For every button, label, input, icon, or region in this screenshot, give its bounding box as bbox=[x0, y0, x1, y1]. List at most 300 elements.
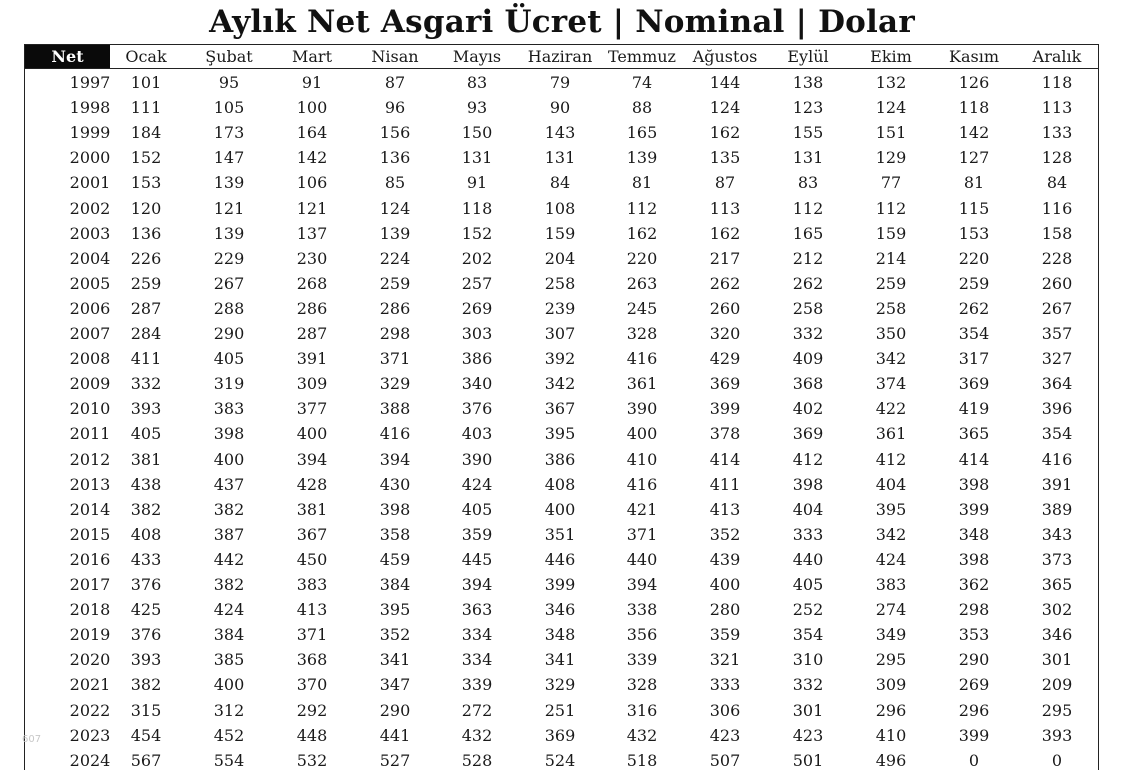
value-cell: 286 bbox=[379, 298, 411, 318]
value-cell: 310 bbox=[792, 650, 824, 670]
value-cell: 404 bbox=[875, 474, 907, 494]
year-cell: 2008 bbox=[69, 349, 111, 369]
value-cell: 412 bbox=[792, 449, 824, 469]
value-cell: 267 bbox=[1041, 298, 1073, 318]
value-cell: 132 bbox=[875, 73, 907, 92]
value-cell: 400 bbox=[626, 424, 658, 444]
year-cell: 2020 bbox=[69, 650, 111, 670]
table-row bbox=[24, 748, 1099, 773]
value-cell: 159 bbox=[544, 223, 576, 243]
year-cell: 2017 bbox=[69, 575, 111, 594]
value-cell: 0 bbox=[968, 750, 980, 770]
value-cell: 150 bbox=[461, 123, 493, 143]
value-cell: 257 bbox=[461, 273, 493, 293]
value-cell: 306 bbox=[709, 700, 741, 720]
value-cell: 142 bbox=[296, 148, 328, 168]
month-header-5: Haziran bbox=[527, 47, 593, 66]
value-cell: 404 bbox=[792, 499, 824, 519]
value-cell: 204 bbox=[544, 248, 576, 268]
value-cell: 162 bbox=[709, 123, 741, 143]
value-cell: 361 bbox=[875, 424, 907, 444]
year-cell: 2000 bbox=[69, 148, 111, 168]
value-cell: 268 bbox=[296, 273, 328, 293]
value-cell: 339 bbox=[461, 675, 493, 695]
value-cell: 118 bbox=[958, 98, 990, 118]
value-cell: 77 bbox=[880, 173, 902, 193]
value-cell: 419 bbox=[958, 399, 990, 419]
value-cell: 301 bbox=[1041, 650, 1073, 670]
value-cell: 413 bbox=[296, 600, 328, 620]
table-row bbox=[24, 271, 1099, 296]
value-cell: 373 bbox=[1041, 549, 1073, 569]
value-cell: 262 bbox=[709, 273, 741, 293]
value-cell: 384 bbox=[213, 625, 245, 645]
value-cell: 359 bbox=[709, 625, 741, 645]
value-cell: 352 bbox=[709, 524, 741, 544]
value-cell: 393 bbox=[130, 650, 162, 670]
value-cell: 202 bbox=[461, 248, 493, 268]
value-cell: 81 bbox=[963, 173, 985, 193]
value-cell: 105 bbox=[213, 98, 245, 118]
value-cell: 527 bbox=[379, 750, 411, 770]
value-cell: 260 bbox=[709, 298, 741, 318]
table-row bbox=[24, 547, 1099, 572]
page-title: Aylık Net Asgari Ücret | Nominal | Dolar bbox=[209, 4, 915, 40]
value-cell: 382 bbox=[213, 575, 245, 594]
table-row bbox=[24, 196, 1099, 221]
value-cell: 152 bbox=[130, 148, 162, 168]
value-cell: 288 bbox=[213, 298, 245, 318]
value-cell: 81 bbox=[631, 173, 653, 193]
value-cell: 438 bbox=[130, 474, 162, 494]
value-cell: 369 bbox=[958, 374, 990, 394]
value-cell: 382 bbox=[213, 499, 245, 519]
value-cell: 307 bbox=[544, 324, 576, 343]
value-cell: 118 bbox=[461, 198, 493, 218]
table-row bbox=[24, 622, 1099, 647]
value-cell: 411 bbox=[709, 474, 741, 494]
value-cell: 398 bbox=[213, 424, 245, 444]
value-cell: 96 bbox=[384, 98, 406, 118]
value-cell: 165 bbox=[792, 223, 824, 243]
value-cell: 437 bbox=[213, 474, 245, 494]
value-cell: 356 bbox=[626, 625, 658, 645]
value-cell: 100 bbox=[296, 98, 328, 118]
value-cell: 252 bbox=[792, 600, 824, 620]
value-cell: 440 bbox=[626, 549, 658, 569]
value-cell: 394 bbox=[626, 575, 658, 594]
value-cell: 414 bbox=[958, 449, 990, 469]
table-row bbox=[24, 246, 1099, 271]
value-cell: 127 bbox=[958, 148, 990, 168]
value-cell: 416 bbox=[379, 424, 411, 444]
value-cell: 381 bbox=[296, 499, 328, 519]
value-cell: 446 bbox=[544, 549, 576, 569]
value-cell: 393 bbox=[130, 399, 162, 419]
value-cell: 381 bbox=[130, 449, 162, 469]
value-cell: 354 bbox=[792, 625, 824, 645]
value-cell: 309 bbox=[296, 374, 328, 394]
value-cell: 392 bbox=[544, 349, 576, 369]
value-cell: 329 bbox=[544, 675, 576, 695]
value-cell: 295 bbox=[875, 650, 907, 670]
value-cell: 224 bbox=[379, 248, 411, 268]
value-cell: 129 bbox=[875, 148, 907, 168]
value-cell: 143 bbox=[544, 123, 576, 143]
value-cell: 258 bbox=[875, 298, 907, 318]
value-cell: 151 bbox=[875, 123, 907, 143]
year-cell: 2021 bbox=[69, 675, 111, 695]
value-cell: 139 bbox=[213, 173, 245, 193]
value-cell: 333 bbox=[709, 675, 741, 695]
value-cell: 301 bbox=[792, 700, 824, 720]
month-header-4: Mayıs bbox=[452, 47, 502, 66]
value-cell: 376 bbox=[461, 399, 493, 419]
value-cell: 184 bbox=[130, 123, 162, 143]
value-cell: 156 bbox=[379, 123, 411, 143]
value-cell: 450 bbox=[296, 549, 328, 569]
value-cell: 118 bbox=[1041, 73, 1073, 92]
value-cell: 367 bbox=[544, 399, 576, 419]
value-cell: 158 bbox=[1041, 223, 1073, 243]
value-cell: 126 bbox=[958, 73, 990, 92]
value-cell: 341 bbox=[544, 650, 576, 670]
value-cell: 367 bbox=[296, 524, 328, 544]
value-cell: 334 bbox=[461, 650, 493, 670]
value-cell: 209 bbox=[1041, 675, 1073, 695]
value-cell: 393 bbox=[1041, 725, 1073, 745]
value-cell: 269 bbox=[958, 675, 990, 695]
table-header-rule bbox=[24, 68, 1099, 69]
value-cell: 405 bbox=[461, 499, 493, 519]
table-row bbox=[24, 597, 1099, 622]
value-cell: 259 bbox=[130, 273, 162, 293]
year-cell: 2023 bbox=[69, 725, 111, 745]
table-row bbox=[24, 170, 1099, 195]
year-cell: 2019 bbox=[69, 625, 111, 645]
value-cell: 239 bbox=[544, 298, 576, 318]
value-cell: 416 bbox=[626, 474, 658, 494]
year-cell: 1999 bbox=[69, 123, 111, 143]
watermark-number: 607 bbox=[22, 734, 42, 745]
value-cell: 298 bbox=[379, 324, 411, 343]
value-cell: 386 bbox=[544, 449, 576, 469]
value-cell: 398 bbox=[958, 474, 990, 494]
table-row bbox=[24, 447, 1099, 472]
value-cell: 217 bbox=[709, 248, 741, 268]
value-cell: 259 bbox=[379, 273, 411, 293]
value-cell: 290 bbox=[958, 650, 990, 670]
value-cell: 389 bbox=[1041, 499, 1073, 519]
value-cell: 414 bbox=[709, 449, 741, 469]
value-cell: 319 bbox=[213, 374, 245, 394]
value-cell: 377 bbox=[296, 399, 328, 419]
value-cell: 155 bbox=[792, 123, 824, 143]
month-header-2: Mart bbox=[292, 47, 332, 66]
value-cell: 83 bbox=[797, 173, 819, 193]
value-cell: 284 bbox=[130, 324, 162, 343]
value-cell: 121 bbox=[296, 198, 328, 218]
value-cell: 362 bbox=[958, 575, 990, 594]
value-cell: 128 bbox=[1041, 148, 1073, 168]
value-cell: 518 bbox=[626, 750, 658, 770]
value-cell: 136 bbox=[379, 148, 411, 168]
value-cell: 124 bbox=[379, 198, 411, 218]
value-cell: 400 bbox=[213, 449, 245, 469]
year-cell: 2002 bbox=[69, 198, 111, 218]
table-row bbox=[24, 497, 1099, 522]
value-cell: 424 bbox=[875, 549, 907, 569]
value-cell: 395 bbox=[379, 600, 411, 620]
year-cell: 2016 bbox=[69, 549, 111, 569]
value-cell: 340 bbox=[461, 374, 493, 394]
value-cell: 448 bbox=[296, 725, 328, 745]
value-cell: 111 bbox=[130, 98, 162, 118]
value-cell: 90 bbox=[549, 98, 571, 118]
value-cell: 399 bbox=[709, 399, 741, 419]
year-cell: 2015 bbox=[69, 524, 111, 544]
value-cell: 394 bbox=[461, 575, 493, 594]
value-cell: 274 bbox=[875, 600, 907, 620]
value-cell: 229 bbox=[213, 248, 245, 268]
value-cell: 378 bbox=[709, 424, 741, 444]
value-cell: 422 bbox=[875, 399, 907, 419]
value-cell: 440 bbox=[792, 549, 824, 569]
value-cell: 430 bbox=[379, 474, 411, 494]
value-cell: 259 bbox=[875, 273, 907, 293]
value-cell: 376 bbox=[130, 625, 162, 645]
value-cell: 395 bbox=[875, 499, 907, 519]
value-cell: 228 bbox=[1041, 248, 1073, 268]
value-cell: 376 bbox=[130, 575, 162, 594]
value-cell: 152 bbox=[461, 223, 493, 243]
value-cell: 383 bbox=[875, 575, 907, 594]
value-cell: 137 bbox=[296, 223, 328, 243]
value-cell: 230 bbox=[296, 248, 328, 268]
table-row bbox=[24, 472, 1099, 497]
value-cell: 258 bbox=[792, 298, 824, 318]
value-cell: 364 bbox=[1041, 374, 1073, 394]
year-cell: 2013 bbox=[69, 474, 111, 494]
value-cell: 290 bbox=[213, 324, 245, 343]
year-cell: 2011 bbox=[69, 424, 111, 444]
value-cell: 351 bbox=[544, 524, 576, 544]
value-cell: 501 bbox=[792, 750, 824, 770]
year-cell: 2024 bbox=[69, 750, 111, 770]
value-cell: 303 bbox=[461, 324, 493, 343]
value-cell: 371 bbox=[626, 524, 658, 544]
value-cell: 165 bbox=[626, 123, 658, 143]
table-row bbox=[24, 296, 1099, 321]
month-header-10: Kasım bbox=[949, 47, 999, 66]
value-cell: 353 bbox=[958, 625, 990, 645]
value-cell: 245 bbox=[626, 298, 658, 318]
table-row bbox=[24, 698, 1099, 723]
year-cell: 2001 bbox=[69, 173, 111, 193]
value-cell: 424 bbox=[213, 600, 245, 620]
year-cell: 2022 bbox=[69, 700, 111, 720]
value-cell: 290 bbox=[379, 700, 411, 720]
value-cell: 106 bbox=[296, 173, 328, 193]
value-cell: 338 bbox=[626, 600, 658, 620]
value-cell: 133 bbox=[1041, 123, 1073, 143]
value-cell: 346 bbox=[1041, 625, 1073, 645]
value-cell: 101 bbox=[130, 73, 162, 92]
value-cell: 396 bbox=[1041, 399, 1073, 419]
month-header-8: Eylül bbox=[787, 47, 829, 66]
value-cell: 153 bbox=[130, 173, 162, 193]
value-cell: 287 bbox=[130, 298, 162, 318]
value-cell: 115 bbox=[958, 198, 990, 218]
value-cell: 342 bbox=[544, 374, 576, 394]
value-cell: 398 bbox=[379, 499, 411, 519]
value-cell: 424 bbox=[461, 474, 493, 494]
value-cell: 421 bbox=[626, 499, 658, 519]
year-cell: 2005 bbox=[69, 273, 111, 293]
value-cell: 144 bbox=[709, 73, 741, 92]
value-cell: 439 bbox=[709, 549, 741, 569]
value-cell: 259 bbox=[958, 273, 990, 293]
value-cell: 84 bbox=[549, 173, 571, 193]
value-cell: 135 bbox=[709, 148, 741, 168]
value-cell: 342 bbox=[875, 349, 907, 369]
value-cell: 400 bbox=[296, 424, 328, 444]
table-row bbox=[24, 221, 1099, 246]
value-cell: 332 bbox=[792, 675, 824, 695]
value-cell: 113 bbox=[709, 198, 741, 218]
value-cell: 162 bbox=[626, 223, 658, 243]
value-cell: 395 bbox=[544, 424, 576, 444]
value-cell: 410 bbox=[626, 449, 658, 469]
value-cell: 445 bbox=[461, 549, 493, 569]
value-cell: 226 bbox=[130, 248, 162, 268]
value-cell: 258 bbox=[544, 273, 576, 293]
value-cell: 88 bbox=[631, 98, 653, 118]
value-cell: 354 bbox=[958, 324, 990, 343]
table-row bbox=[24, 371, 1099, 396]
value-cell: 262 bbox=[958, 298, 990, 318]
value-cell: 370 bbox=[296, 675, 328, 695]
value-cell: 348 bbox=[958, 524, 990, 544]
year-cell: 2007 bbox=[69, 324, 111, 343]
value-cell: 286 bbox=[296, 298, 328, 318]
year-cell: 2003 bbox=[69, 223, 111, 243]
value-cell: 139 bbox=[213, 223, 245, 243]
value-cell: 432 bbox=[626, 725, 658, 745]
value-cell: 371 bbox=[379, 349, 411, 369]
table-row bbox=[24, 522, 1099, 547]
value-cell: 388 bbox=[379, 399, 411, 419]
year-cell: 1997 bbox=[69, 73, 111, 92]
value-cell: 363 bbox=[461, 600, 493, 620]
value-cell: 368 bbox=[792, 374, 824, 394]
table-row bbox=[24, 70, 1099, 95]
value-cell: 159 bbox=[875, 223, 907, 243]
value-cell: 121 bbox=[213, 198, 245, 218]
value-cell: 214 bbox=[875, 248, 907, 268]
value-cell: 454 bbox=[130, 725, 162, 745]
month-header-1: Şubat bbox=[205, 47, 253, 66]
table-row bbox=[24, 95, 1099, 120]
value-cell: 327 bbox=[1041, 349, 1073, 369]
table-row bbox=[24, 321, 1099, 346]
value-cell: 423 bbox=[709, 725, 741, 745]
value-cell: 220 bbox=[958, 248, 990, 268]
value-cell: 441 bbox=[379, 725, 411, 745]
value-cell: 390 bbox=[626, 399, 658, 419]
value-cell: 321 bbox=[709, 650, 741, 670]
value-cell: 93 bbox=[466, 98, 488, 118]
year-cell: 2012 bbox=[69, 449, 111, 469]
value-cell: 391 bbox=[1041, 474, 1073, 494]
value-cell: 410 bbox=[875, 725, 907, 745]
value-cell: 287 bbox=[296, 324, 328, 343]
value-cell: 411 bbox=[130, 349, 162, 369]
value-cell: 272 bbox=[461, 700, 493, 720]
year-cell: 2006 bbox=[69, 298, 111, 318]
value-cell: 382 bbox=[130, 675, 162, 695]
month-header-9: Ekim bbox=[870, 47, 912, 66]
value-cell: 262 bbox=[792, 273, 824, 293]
value-cell: 405 bbox=[792, 575, 824, 594]
value-cell: 147 bbox=[213, 148, 245, 168]
value-cell: 0 bbox=[1051, 750, 1063, 770]
value-cell: 425 bbox=[130, 600, 162, 620]
value-cell: 74 bbox=[631, 73, 653, 92]
value-cell: 496 bbox=[875, 750, 907, 770]
value-cell: 112 bbox=[792, 198, 824, 218]
value-cell: 91 bbox=[466, 173, 488, 193]
value-cell: 350 bbox=[875, 324, 907, 343]
value-cell: 342 bbox=[875, 524, 907, 544]
value-cell: 399 bbox=[958, 725, 990, 745]
value-cell: 357 bbox=[1041, 324, 1073, 343]
value-cell: 405 bbox=[130, 424, 162, 444]
value-cell: 332 bbox=[792, 324, 824, 343]
value-cell: 368 bbox=[296, 650, 328, 670]
year-cell: 1998 bbox=[69, 98, 111, 118]
value-cell: 429 bbox=[709, 349, 741, 369]
value-cell: 260 bbox=[1041, 273, 1073, 293]
value-cell: 164 bbox=[296, 123, 328, 143]
year-cell: 2010 bbox=[69, 399, 111, 419]
value-cell: 312 bbox=[213, 700, 245, 720]
value-cell: 385 bbox=[213, 650, 245, 670]
value-cell: 384 bbox=[379, 575, 411, 594]
value-cell: 409 bbox=[792, 349, 824, 369]
month-header-11: Aralık bbox=[1032, 47, 1082, 66]
value-cell: 369 bbox=[544, 725, 576, 745]
value-cell: 408 bbox=[544, 474, 576, 494]
value-cell: 532 bbox=[296, 750, 328, 770]
value-cell: 432 bbox=[461, 725, 493, 745]
value-cell: 382 bbox=[130, 499, 162, 519]
value-cell: 405 bbox=[213, 349, 245, 369]
value-cell: 346 bbox=[544, 600, 576, 620]
value-cell: 302 bbox=[1041, 600, 1073, 620]
value-cell: 365 bbox=[958, 424, 990, 444]
value-cell: 433 bbox=[130, 549, 162, 569]
value-cell: 428 bbox=[296, 474, 328, 494]
value-cell: 416 bbox=[626, 349, 658, 369]
value-cell: 403 bbox=[461, 424, 493, 444]
value-cell: 138 bbox=[792, 73, 824, 92]
value-cell: 328 bbox=[626, 324, 658, 343]
value-cell: 320 bbox=[709, 324, 741, 343]
value-cell: 95 bbox=[218, 73, 240, 92]
value-cell: 85 bbox=[384, 173, 406, 193]
month-header-0: Ocak bbox=[125, 47, 167, 66]
